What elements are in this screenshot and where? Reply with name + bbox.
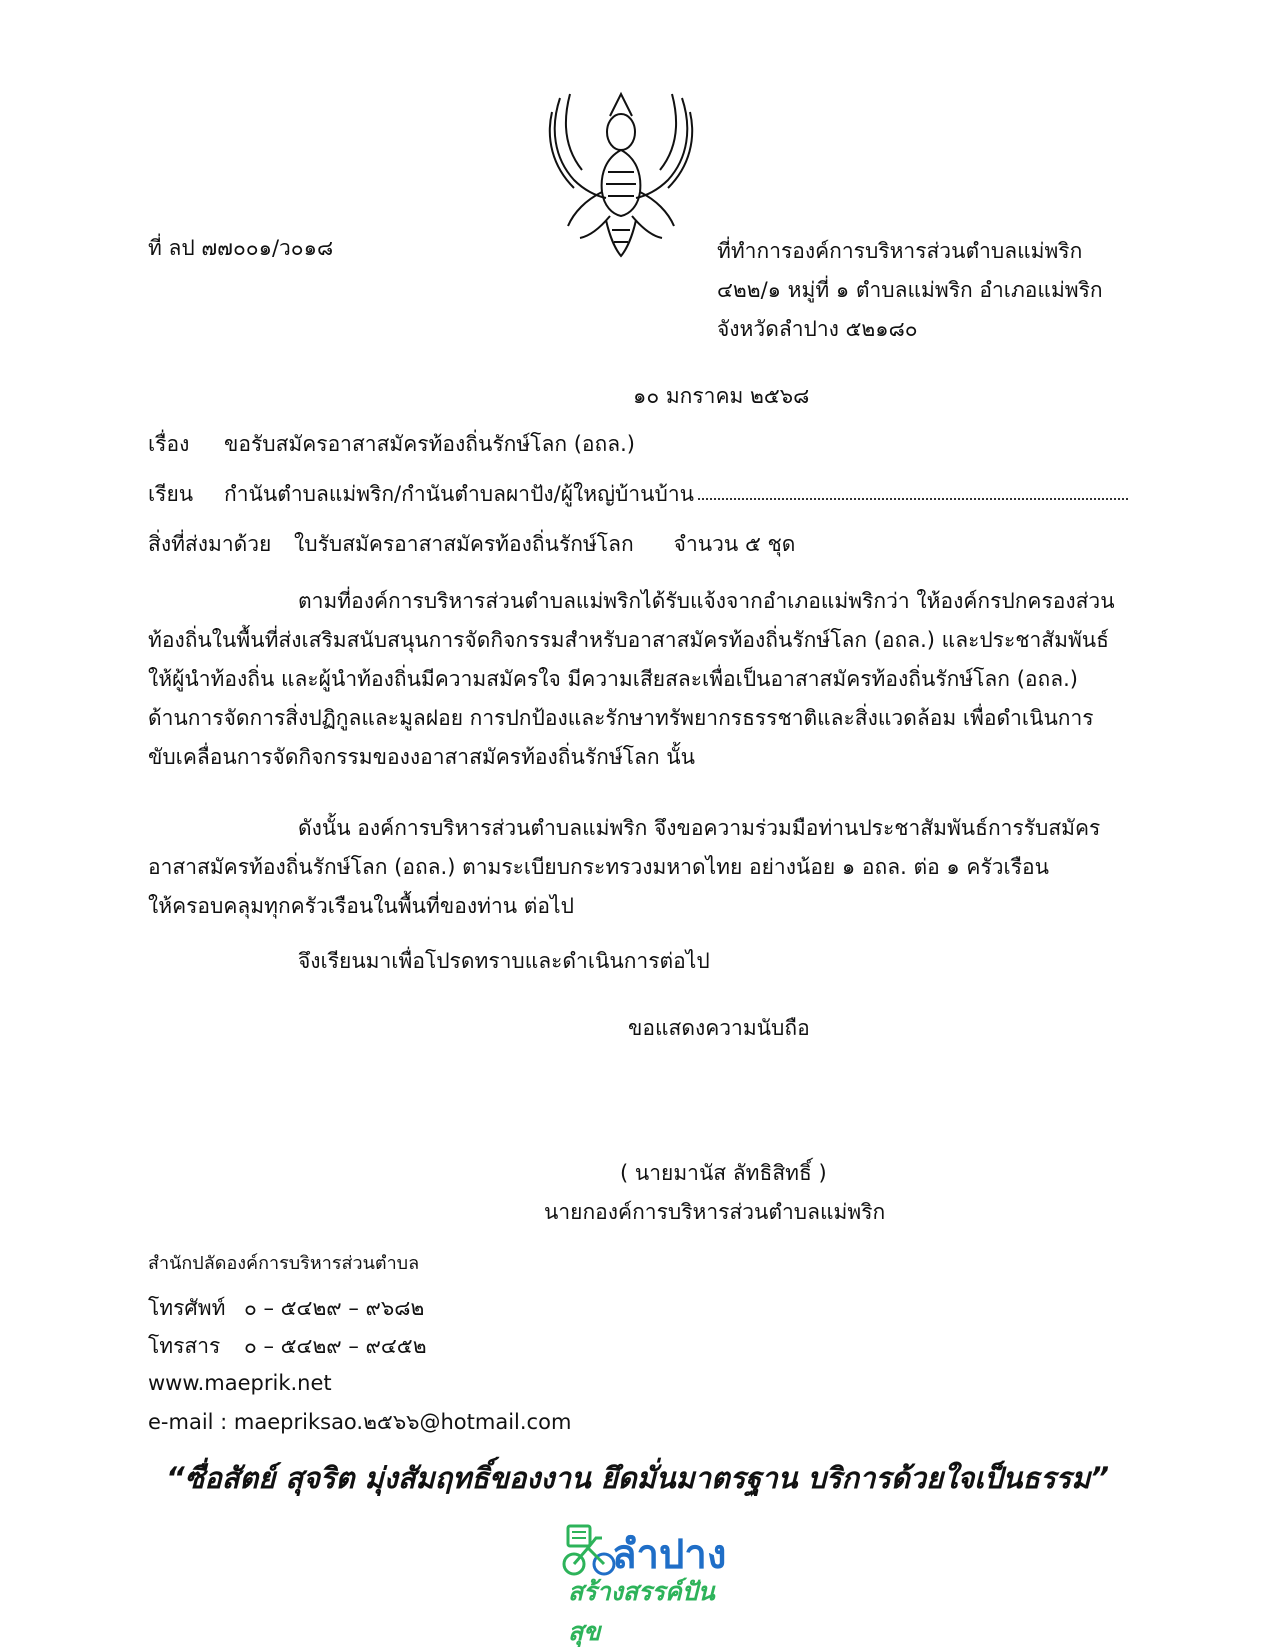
letter-date: ๑๐ มกราคม ๒๕๖๘ — [633, 384, 810, 408]
subject-line — [148, 428, 635, 460]
paragraph-line: ท้องถิ่นในพื้นที่ส่งเสริมสนับสนุนการจัดกิจกรรมสำหรับอาสาสมัครท้องถิ่นรักษ์โลก (อถล.) และประชาสัมพันธ์ — [148, 628, 1109, 652]
paragraph-line: ด้านการจัดการสิ่งปฏิกูลและมูลฝอย การปกป้องและรักษาทรัพยากรธรรชาติและสิ่งแวดล้อม เพื่อดำเนินการ — [148, 706, 1094, 730]
motto-slogan: “ซื่อสัตย์ สุจริต มุ่งสัมฤทธิ์ของงาน ยึดมั่นมาตรฐาน บริการด้วยใจเป็นธรรม” — [165, 1461, 1110, 1495]
website-link[interactable]: www.maeprik.net — [148, 1371, 332, 1395]
enclosure-text: ใบรับสมัครอาสาสมัครท้องถิ่นรักษ์โลก — [294, 532, 634, 556]
recipient-text: กำนันตำบลแม่พริก/กำนันตำบลผาปัง/ผู้ใหญ่บ้านบ้าน — [224, 482, 694, 506]
enclosure-quantity: จำนวน ๕ ชุด — [673, 532, 796, 556]
fax-line — [148, 1330, 427, 1362]
bicycle-cart-icon — [560, 1520, 620, 1580]
fill-in-dotted-line — [698, 490, 1128, 500]
paragraph-line: ให้ครอบคลุมทุกครัวเรือนในพื้นที่ของท่าน ต่อไป — [148, 894, 574, 918]
address-line-1: ที่ทำการองค์การบริหารส่วนตำบลแม่พริก — [717, 239, 1083, 263]
body-paragraph-2 — [148, 809, 1128, 926]
signatory-title: นายกองค์การบริหารส่วนตำบลแม่พริก — [544, 1200, 886, 1224]
signatory-name: ( นายมานัส ลัทธิสิทธิ์ ) — [620, 1161, 827, 1185]
paragraph-line: อาสาสมัครท้องถิ่นรักษ์โลก (อถล.) ตามระเบียบกระทรวงมหาดไทย อย่างน้อย ๑ อถล. ต่อ ๑ ครัวเรือน — [148, 855, 1049, 879]
recipient-line — [148, 478, 1128, 510]
email-link[interactable]: e-mail : maepriksao.๒๕๖๖@hotmail.com — [148, 1410, 572, 1434]
address-line-3: จังหวัดลำปาง ๕๒๑๘๐ — [717, 317, 918, 341]
subject-text: ขอรับสมัครอาสาสมัครท้องถิ่นรักษ์โลก (อถล.) — [224, 432, 635, 456]
paragraph-line: ให้ผู้นำท้องถิ่น และผู้นำท้องถิ่นมีความสมัครใจ มีความเสียสละเพื่อเป็นอาสาสมัครท้องถิ่นรักษ์โลก (อถล.) — [148, 667, 1078, 691]
enclosure-label: สิ่งที่ส่งมาด้วย — [148, 532, 272, 556]
phone-line — [148, 1292, 424, 1324]
office-name: สำนักปลัดองค์การบริหารส่วนตำบล — [148, 1253, 420, 1274]
paragraph-line: ตามที่องค์การบริหารส่วนตำบลแม่พริกได้รับแจ้งจากอำเภอแม่พริกว่า ให้องค์กรปกครองส่วน — [298, 589, 1115, 613]
sender-address — [717, 232, 1137, 349]
phone-label: โทรศัพท์ — [148, 1296, 226, 1320]
phone-number: ๐ – ๕๔๒๙ – ๙๖๘๒ — [244, 1296, 425, 1320]
address-line-2: ๔๒๒/๑ หมู่ที่ ๑ ตำบลแม่พริก อำเภอแม่พริก — [717, 278, 1103, 302]
paragraph-line: ดังนั้น องค์การบริหารส่วนตำบลแม่พริก จึงขอความร่วมมือท่านประชาสัมพันธ์การรับสมัคร — [298, 816, 1101, 840]
garuda-emblem-icon — [540, 88, 702, 260]
body-paragraph-1 — [148, 582, 1128, 777]
reference-number: ที่ ลป ๗๗๐๐๑/ว๐๑๘ — [148, 236, 334, 260]
enclosure-line — [148, 528, 795, 560]
fax-number: ๐ – ๕๔๒๙ – ๙๔๕๒ — [244, 1334, 427, 1358]
closing-sentence: จึงเรียนมาเพื่อโปรดทราบและดำเนินการต่อไป — [298, 949, 710, 973]
paragraph-line: ขับเคลื่อนการจัดกิจกรรมของงอาสาสมัครท้องถิ่นรักษ์โลก นั้น — [148, 745, 695, 769]
recipient-label: เรียน — [148, 482, 194, 506]
regards-text: ขอแสดงความนับถือ — [628, 1016, 810, 1040]
subject-label: เรื่อง — [148, 432, 190, 456]
fax-label: โทรสาร — [148, 1334, 221, 1358]
logo-text-slogan: สร้างสรรค์ปันสุข — [568, 1577, 715, 1646]
logo-text-lampang: ลำปาง — [612, 1532, 727, 1578]
lampang-logo — [560, 1520, 740, 1646]
